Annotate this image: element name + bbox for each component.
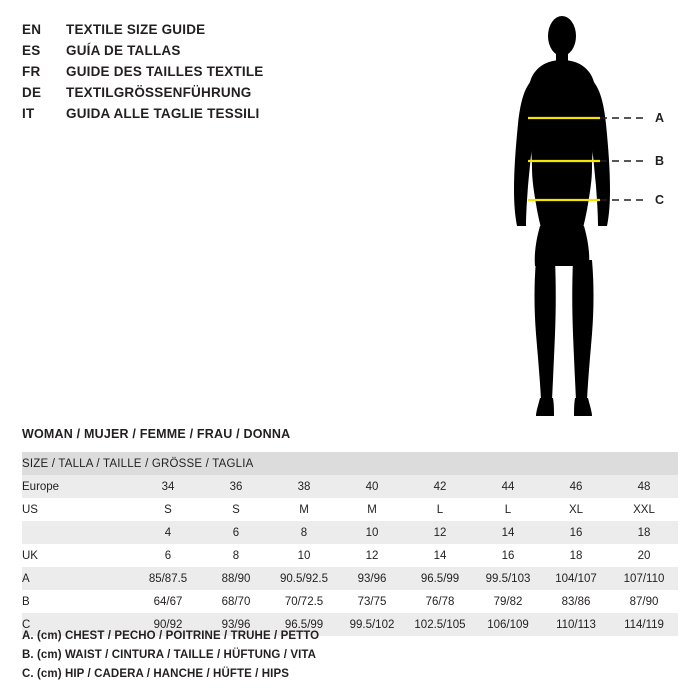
cell: 18: [610, 521, 678, 544]
row-label: US: [22, 498, 134, 521]
cell: 64/67: [134, 590, 202, 613]
table-row: [22, 521, 678, 544]
row-label: A: [22, 567, 134, 590]
cell: 18: [542, 544, 610, 567]
cell: S: [202, 498, 270, 521]
cell: 38: [270, 475, 338, 498]
cell: 88/90: [202, 567, 270, 590]
cell: 114/119: [610, 613, 678, 636]
cell: 73/75: [338, 590, 406, 613]
cell: 85/87.5: [134, 567, 202, 590]
cell: 40: [338, 475, 406, 498]
legend-line-a: A. (cm) CHEST / PECHO / POITRINE / TRUHE / PETTO: [22, 630, 320, 642]
cell: 93/96: [202, 613, 270, 636]
cell: 99.5/103: [474, 567, 542, 590]
cell: 44: [474, 475, 542, 498]
language-code: IT: [22, 106, 35, 121]
cell: 87/90: [610, 590, 678, 613]
cell: 10: [270, 544, 338, 567]
cell: 93/96: [338, 567, 406, 590]
cell: 110/113: [542, 613, 610, 636]
language-title: GUÍA DE TALLAS: [66, 43, 181, 58]
cell: 104/107: [542, 567, 610, 590]
measure-letter-a: A: [655, 111, 665, 125]
cell: 8: [270, 521, 338, 544]
cell: 107/110: [610, 567, 678, 590]
row-label: [22, 521, 134, 544]
cell: L: [474, 498, 542, 521]
cell: 10: [338, 521, 406, 544]
table-row: [22, 567, 678, 590]
row-label: B: [22, 590, 134, 613]
language-title: TEXTILGRÖSSENFÜHRUNG: [66, 85, 252, 100]
cell: XL: [542, 498, 610, 521]
cell: 79/82: [474, 590, 542, 613]
cell: 12: [406, 521, 474, 544]
cell: 83/86: [542, 590, 610, 613]
cell: 102.5/105: [406, 613, 474, 636]
cell: 90.5/92.5: [270, 567, 338, 590]
table-row: [22, 498, 678, 521]
language-row: [22, 64, 352, 79]
cell: 6: [134, 544, 202, 567]
language-row: [22, 85, 352, 100]
cell: 68/70: [202, 590, 270, 613]
cell: 96.5/99: [270, 613, 338, 636]
language-row: [22, 22, 352, 37]
cell: M: [338, 498, 406, 521]
table-row: [22, 475, 678, 498]
cell: 4: [134, 521, 202, 544]
cell: 14: [474, 521, 542, 544]
language-title-block: [22, 22, 352, 127]
section-heading: WOMAN / MUJER / FEMME / FRAU / DONNA: [22, 427, 291, 441]
language-row: [22, 106, 352, 121]
cell: 70/72.5: [270, 590, 338, 613]
cell: 34: [134, 475, 202, 498]
cell: 106/109: [474, 613, 542, 636]
cell: 46: [542, 475, 610, 498]
table-row: [22, 544, 678, 567]
language-code: DE: [22, 85, 42, 100]
cell: 6: [202, 521, 270, 544]
size-table-wrap: [22, 452, 678, 636]
row-label: Europe: [22, 475, 134, 498]
measurement-legend: [22, 630, 442, 687]
language-title: GUIDE DES TAILLES TEXTILE: [66, 64, 264, 79]
table-row: [22, 590, 678, 613]
row-label: C: [22, 613, 134, 636]
cell: L: [406, 498, 474, 521]
table-header-label: SIZE / TALLA / TAILLE / GRÖSSE / TAGLIA: [22, 452, 678, 475]
measure-letter-c: C: [655, 193, 665, 207]
row-label: UK: [22, 544, 134, 567]
cell: 8: [202, 544, 270, 567]
legend-line-b: B. (cm) WAIST / CINTURA / TAILLE / HÜFTUNG / VITA: [22, 649, 317, 661]
cell: 12: [338, 544, 406, 567]
cell: 16: [474, 544, 542, 567]
figure-area: [470, 8, 690, 428]
cell: 76/78: [406, 590, 474, 613]
language-row: [22, 43, 352, 58]
cell: 16: [542, 521, 610, 544]
cell: 14: [406, 544, 474, 567]
language-title: GUIDA ALLE TAGLIE TESSILI: [66, 106, 260, 121]
table-header-row: [22, 452, 678, 475]
language-code: FR: [22, 64, 41, 79]
cell: M: [270, 498, 338, 521]
cell: XXL: [610, 498, 678, 521]
size-table: [22, 452, 678, 636]
cell: 20: [610, 544, 678, 567]
cell: 99.5/102: [338, 613, 406, 636]
cell: S: [134, 498, 202, 521]
cell: 90/92: [134, 613, 202, 636]
cell: 96.5/99: [406, 567, 474, 590]
cell: 48: [610, 475, 678, 498]
language-title: TEXTILE SIZE GUIDE: [66, 22, 206, 37]
cell: 42: [406, 475, 474, 498]
measure-letter-group: [470, 8, 690, 428]
cell: 36: [202, 475, 270, 498]
language-code: EN: [22, 22, 42, 37]
legend-line-c: C. (cm) HIP / CADERA / HANCHE / HÜFTE / HIPS: [22, 668, 290, 680]
measure-letter-b: B: [655, 154, 665, 168]
language-code: ES: [22, 43, 41, 58]
